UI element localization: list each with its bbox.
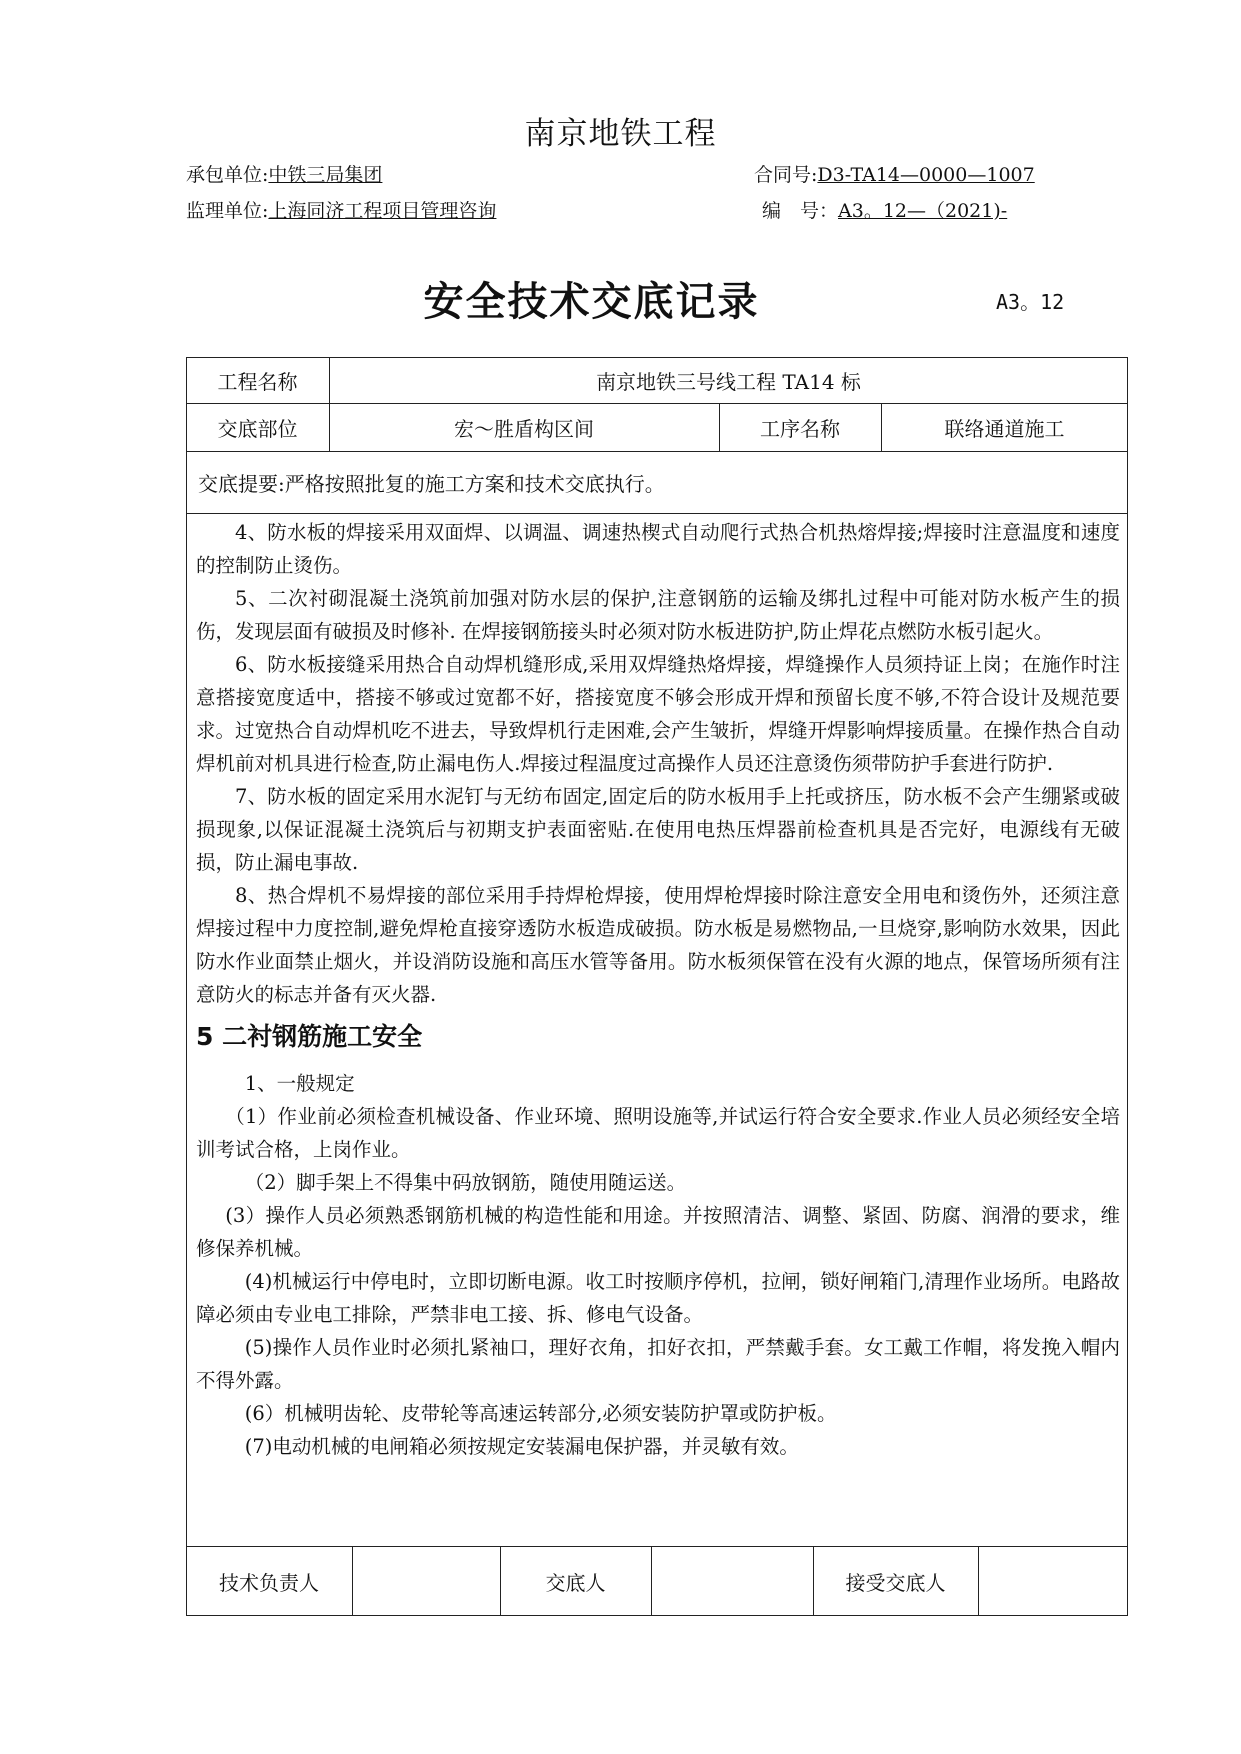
table-divider [186,513,1128,514]
list-item: (3）操作人员必须熟悉钢筋机械的构造性能和用途。并按照清洁、调整、紧固、防腐、润滑的要求，维修保养机械。 [196,1204,1120,1260]
location-value: 宏～胜盾构区间 [454,416,594,441]
list-item: (6）机械明齿轮、皮带轮等高速运转部分,必须安装防护罩或防护板。 [244,1402,837,1425]
section-heading: 5 二衬钢筋施工安全 [196,1022,423,1051]
supervisor-label: 监理单位: [186,200,269,222]
list-item: (4)机械运行中停电时，立即切断电源。收工时按顺序停机，拉闸，锁好闸箱门,清理作业场所。电路故障必须由专业电工排除，严禁非电工接、拆、修电气设备。 [196,1270,1120,1326]
presenter-label: 交底人 [545,1570,606,1595]
number-line [762,196,1007,223]
number-label: 编 号： [762,200,839,222]
company-title: 南京地铁工程 [524,116,717,152]
presenter-signature[interactable] [651,1546,813,1616]
process-value: 联络通道施工 [944,416,1065,441]
contractor-label: 承包单位: [186,164,269,186]
list-item: (5)操作人员作业时必须扎紧袖口，理好衣角，扣好衣扣，严禁戴手套。女工戴工作帽，将发挽入帽内不得外露。 [196,1336,1120,1392]
location-label: 交底部位 [217,416,298,441]
project-name-label: 工程名称 [217,369,298,394]
content-body [196,516,1120,1463]
contract-line [754,160,1035,187]
receiver-signature[interactable] [978,1546,1128,1616]
supervisor-value: 上海同济工程项目管理咨询 [268,200,497,222]
supervisor-line [186,196,496,223]
paragraph: 6、防水板接缝采用热合自动焊机缝形成,采用双焊缝热烙焊接，焊缝操作人员须持证上岗；在施作时注意搭接宽度适中，搭接不够或过宽都不好，搭接宽度不够会形成开焊和预留长度不够,不符合设计及规范要求。过宽热合自动焊机吃不进去，导致焊机行走困难,会产生皱折，焊缝开焊影响焊接质量。在操作热合自动焊机前对机具进行检查,防止漏电伤人.焊接过程温度过高操作人员还注意烫伤须带防护手套进行防护. [196,653,1120,775]
subheading: 1、一般规定 [244,1072,355,1095]
contractor-value: 中铁三局集团 [268,164,383,186]
paragraph: 7、防水板的固定采用水泥钉与无纺布固定,固定后的防水板用手上托或挤压，防水板不会产生绷紧或破损现象,以保证混凝土浇筑后与初期支护表面密贴.在使用电热压焊器前检查机具是否完好，电源线有无破损，防止漏电事故. [196,785,1120,874]
process-label: 工序名称 [760,416,840,441]
tech-lead-signature[interactable] [352,1546,500,1616]
contract-value: D3-TA14—0000—1007 [817,164,1035,186]
paragraph: 8、热合焊机不易焊接的部位采用手持焊枪焊接，使用焊枪焊接时除注意安全用电和烫伤外，还须注意焊接过程中力度控制,避免焊枪直接穿透防水板造成破损。防水板是易燃物品,一旦烧穿,影响防水效果，因此防水作业面禁止烟火，并设消防设施和高压水管等备用。防水板须保管在没有火源的地点，保管场所须有注意防火的标志并备有灭火器. [196,884,1120,1006]
form-code: A3。12 [996,290,1065,314]
list-item: (7)电动机械的电闸箱必须按规定安装漏电保护器，并灵敏有效。 [244,1435,799,1458]
project-name-value: 南京地铁三号线工程 TA14 标 [596,369,861,394]
list-item: （1）作业前必须检查机械设备、作业环境、照明设施等,并试运行符合安全要求.作业人员必须经安全培训考试合格，上岗作业。 [196,1105,1120,1161]
number-value: A3。12—（2021)- [838,200,1008,222]
list-item: （2）脚手架上不得集中码放钢筋，随使用随运送。 [244,1171,687,1194]
contract-label: 合同号: [754,164,818,186]
paragraph: 4、防水板的焊接采用双面焊、以调温、调速热楔式自动爬行式热合机热熔焊接;焊接时注意温度和速度的控制防止烫伤。 [196,521,1120,577]
tech-lead-label: 技术负责人 [219,1570,319,1595]
document-title: 安全技术交底记录 [423,279,760,325]
contractor-line [186,160,382,187]
summary: 交底提要:严格按照批复的施工方案和技术交底执行。 [198,471,665,496]
paragraph: 5、二次衬砌混凝土浇筑前加强对防水层的保护,注意钢筋的运输及绑扎过程中可能对防水板产生的损伤，发现层面有破损及时修补. 在焊接钢筋接头时必须对防水板进防护,防止焊花点燃防水板引起火。 [196,587,1120,643]
receiver-label: 接受交底人 [845,1570,946,1595]
